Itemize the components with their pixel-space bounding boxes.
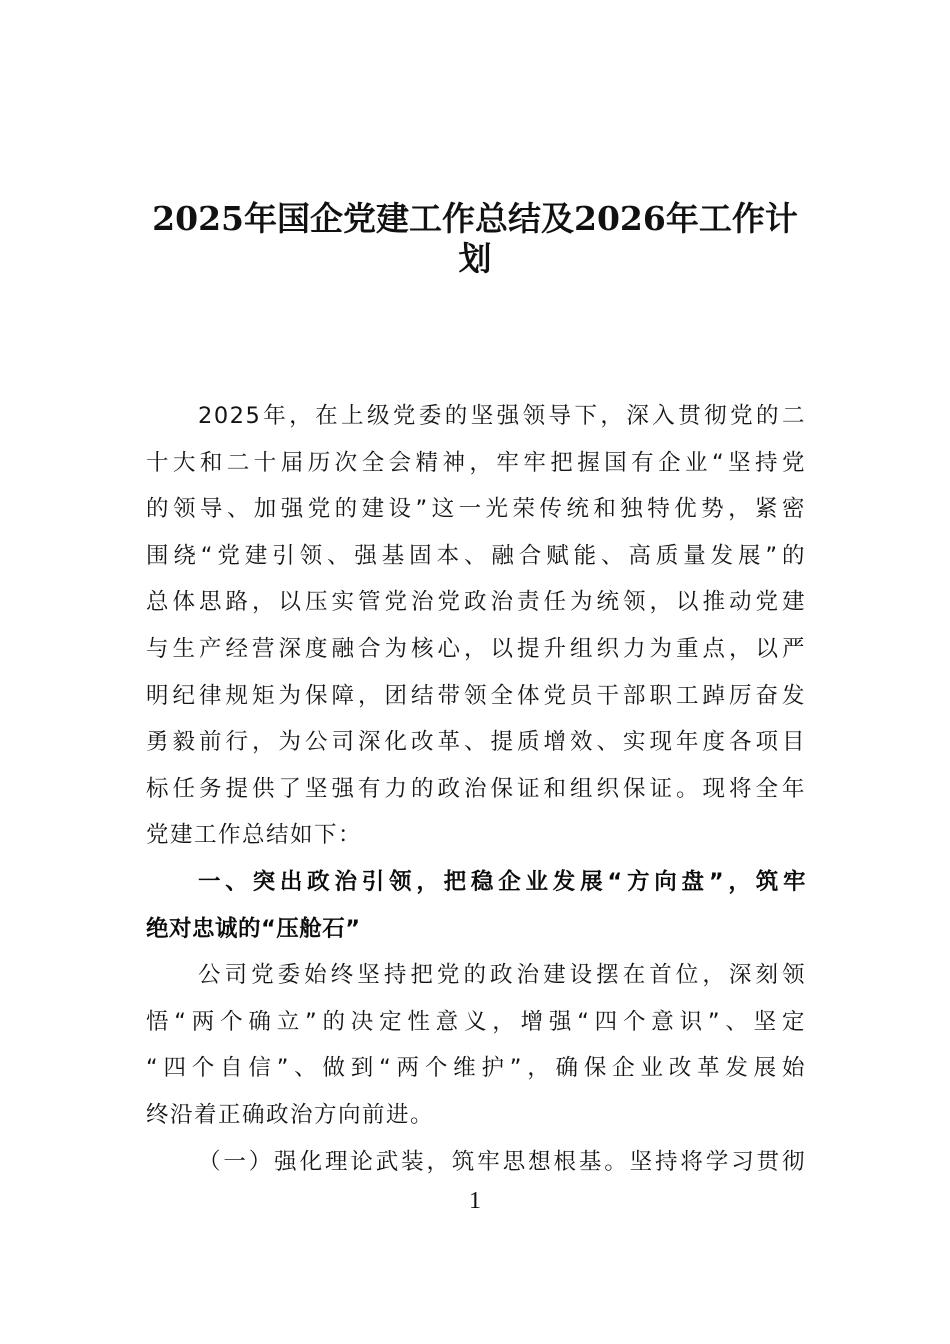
body-line: 公司党委始终坚持把党的政治建设摆在首位，深刻领: [198, 962, 806, 989]
body-line: 终沿着正确政治方向前进。: [146, 1101, 435, 1128]
body-line: “四个自信”、做到“两个维护”，确保企业改革发展始: [146, 1055, 806, 1082]
body-line: 勇毅前行，为公司深化改革、提质增效、实现年度各项目: [146, 729, 806, 756]
body-line: 与生产经营深度融合为核心，以提升组织力为重点，以严: [146, 635, 806, 662]
body-line: 党建工作总结如下：: [146, 822, 363, 849]
body-line: 2025年，在上级党委的坚强领导下，深入贯彻党的二: [198, 403, 806, 429]
document-title-line-1: 2025年国企党建工作总结及2026年工作计: [152, 199, 798, 238]
document-title-line-2: 划: [458, 239, 492, 278]
body-line: 的领导、加强党的建设”这一光荣传统和独特优势，紧密: [146, 496, 806, 523]
body-line: 围绕“党建引领、强基固本、融合赋能、高质量发展”的: [146, 542, 806, 569]
body-line: 明纪律规矩为保障，团结带领全体党员干部职工踔厉奋发: [146, 682, 806, 709]
body-line: 标任务提供了坚强有力的政治保证和组织保证。现将全年: [146, 775, 806, 802]
body-line: 总体思路，以压实管党治党政治责任为统领，以推动党建: [146, 589, 806, 616]
page-number: 1: [469, 1188, 481, 1214]
section-heading-line: 一、突出政治引领，把稳企业发展“方向盘”，筑牢: [198, 868, 806, 895]
section-heading-line: 绝对忠诚的“压舱石”: [146, 915, 361, 942]
document-body: [146, 393, 806, 1185]
body-line: 悟“两个确立”的决定性意义，增强“四个意识”、坚定: [146, 1008, 806, 1035]
body-line: 十大和二十届历次全会精神，牢牢把握国有企业“坚持党: [146, 449, 806, 476]
subsection-line: （一）强化理论武装，筑牢思想根基。坚持将学习贯彻: [198, 1148, 806, 1175]
